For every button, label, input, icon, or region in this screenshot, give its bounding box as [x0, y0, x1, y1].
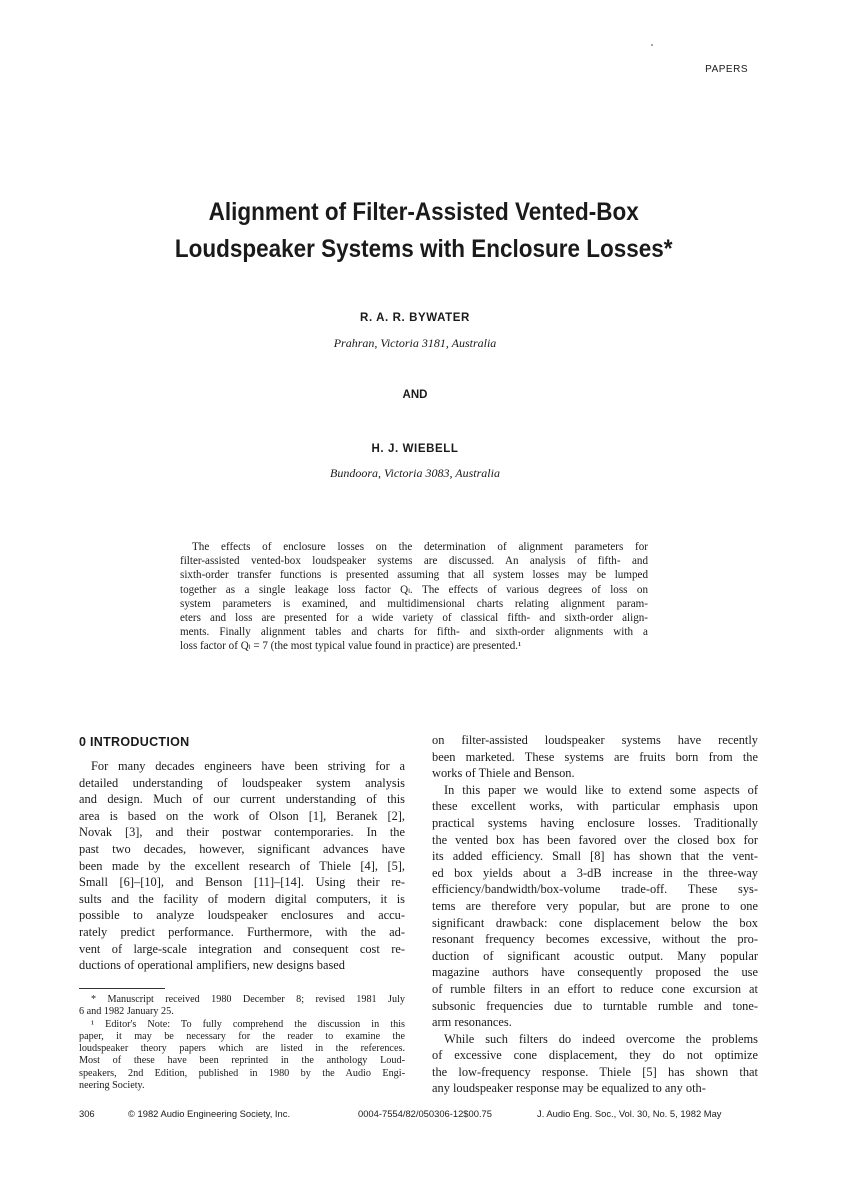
abstract-line: loss factor of Qₗ = 7 (the most typical value found in practice) are presented.¹ [180, 640, 522, 653]
author-2-affiliation: Bundoora, Victoria 3083, Australia [330, 466, 500, 480]
body-line: past two decades, however, significant advances have [79, 841, 405, 856]
abstract-line: together as a single leakage loss factor Qₗ. The effects of various degrees of loss on [180, 583, 648, 596]
body-line: Novak [3], and their postwar contemporaries. In the [79, 825, 405, 840]
body-line: tems are therefore very popular, but are prone to one [432, 898, 758, 913]
body-line: significant drawback: cone displacement below the box [432, 915, 758, 930]
body-line: these excellent works, with particular emphasis upon [432, 799, 758, 814]
body-line: vent of large-scale integration and consequent cost re- [79, 941, 405, 956]
body-line: of excessive cone displacement, they do not optimize [432, 1048, 758, 1063]
body-line: area is based on the work of Olson [1], Beranek [2], [79, 808, 405, 823]
body-line: resonant frequency becomes excessive, without the pro- [432, 932, 758, 947]
body-line: the vented box has been favored over the closed box for [432, 832, 758, 847]
scan-speck [651, 44, 653, 46]
body-line: works of Thiele and Benson. [432, 766, 575, 781]
abstract [180, 540, 648, 654]
footnote-line: 6 and 1982 January 25. [79, 1006, 174, 1018]
abstract-line: system parameters is examined, and multidimensional charts relating alignment param- [180, 597, 648, 610]
footnote-line: speakers, 2nd Edition, published in 1980 by the Audio Engi- [79, 1067, 405, 1079]
body-line: magazine authors have consequently proposed the use [432, 965, 758, 980]
author-conjunction: AND [402, 389, 428, 401]
footnote-line: loudspeaker theory papers which are listed in the references. [79, 1043, 405, 1055]
footnote-line: * Manuscript received 1980 December 8; revised 1981 July [91, 994, 405, 1005]
body-line: Small [6]–[10], and Benson [11]–[14]. Using their re- [79, 875, 405, 890]
abstract-line: filter-assisted vented-box loudspeaker systems are discussed. An analysis of fifth- and [180, 555, 648, 568]
body-line: subsonic frequencies due to turntable rumble and tone- [432, 998, 758, 1013]
body-line: been marketed. These systems are fruits born from the [432, 749, 758, 764]
page-number: 306 [79, 1108, 95, 1119]
body-line: of rumble filters in an effort to reduce cone excursion at [432, 981, 758, 996]
body-line: and design. Much of our current understanding of this [79, 792, 405, 807]
footnote-line: paper, it may be necessary for the reader to examine the [79, 1030, 405, 1042]
article-code: 0004-7554/82/050306-12$00.75 [358, 1108, 492, 1119]
author-1-name: R. A. R. BYWATER [360, 312, 470, 324]
author-2-name: H. J. WIEBELL [371, 443, 459, 455]
body-line: efficiency/bandwidth/box-volume trade-off. These sys- [432, 882, 758, 897]
body-line: duction of significant acoustic output. Many popular [432, 948, 758, 963]
body-line: arm resonances. [432, 1015, 512, 1030]
body-line: possible to analyze loudspeaker enclosures and accu- [79, 908, 405, 923]
section-tag: PAPERS [705, 64, 748, 75]
body-line: its added efficiency. Small [8] has shown that the vent- [432, 849, 758, 864]
body-line: While such filters do indeed overcome the problems [444, 1031, 758, 1046]
title-line-1: Alignment of Filter-Assisted Vented-Box [208, 198, 639, 226]
body-line: detailed understanding of loudspeaker system analysis [79, 775, 405, 790]
body-line: In this paper we would like to extend some aspects of [444, 782, 758, 797]
body-line: For many decades engineers have been striving for a [91, 759, 405, 773]
body-line: been made by the excellent research of Thiele [4], [5], [79, 858, 405, 873]
footnote-rule [79, 988, 165, 989]
body-line: ductions of operational amplifiers, new designs based [79, 958, 345, 973]
footnote-line: neering Society. [79, 1080, 145, 1092]
abstract-line: sixth-order transfer functions is presented assuming that all system losses may be lumped [180, 569, 648, 582]
abstract-line: eters and loss are presented for a wide variety of classical fifth- and sixth-order align- [180, 612, 648, 625]
journal-citation: J. Audio Eng. Soc., Vol. 30, No. 5, 1982 May [537, 1108, 722, 1119]
body-line: the low-frequency response. Thiele [5] has shown that [432, 1064, 758, 1079]
copyright-notice: © 1982 Audio Engineering Society, Inc. [128, 1108, 291, 1119]
footnote-line: ¹ Editor's Note: To fully comprehend the discussion in this [91, 1018, 405, 1030]
body-line: sults and the facility of modern digital computers, it is [79, 891, 405, 906]
left-column-text [79, 758, 405, 974]
paper-title [41, 194, 806, 268]
body-line: rately predict performance. Furthermore, with the ad- [79, 924, 405, 939]
body-line: any loudspeaker response may be equalized to any oth- [432, 1081, 706, 1096]
body-line: ed box yields about a 3-dB increase in the three-way [432, 865, 758, 880]
footnotes [79, 994, 405, 1092]
right-column-text [432, 732, 758, 1097]
abstract-line: The effects of enclosure losses on the determination of alignment parameters for [192, 541, 648, 553]
body-line: on filter-assisted loudspeaker systems have recently [432, 733, 758, 747]
abstract-line: ments. Finally alignment tables and charts for fifth- and sixth-order alignments with a [180, 626, 648, 639]
body-line: practical systems having enclosure losses. Traditionally [432, 815, 758, 830]
title-line-2: Loudspeaker Systems with Enclosure Losses* [174, 235, 673, 263]
section-heading: 0 INTRODUCTION [79, 735, 190, 749]
author-1-affiliation: Prahran, Victoria 3181, Australia [333, 336, 497, 350]
footnote-line: Most of these have been reprinted in the anthology Loud- [79, 1055, 405, 1067]
